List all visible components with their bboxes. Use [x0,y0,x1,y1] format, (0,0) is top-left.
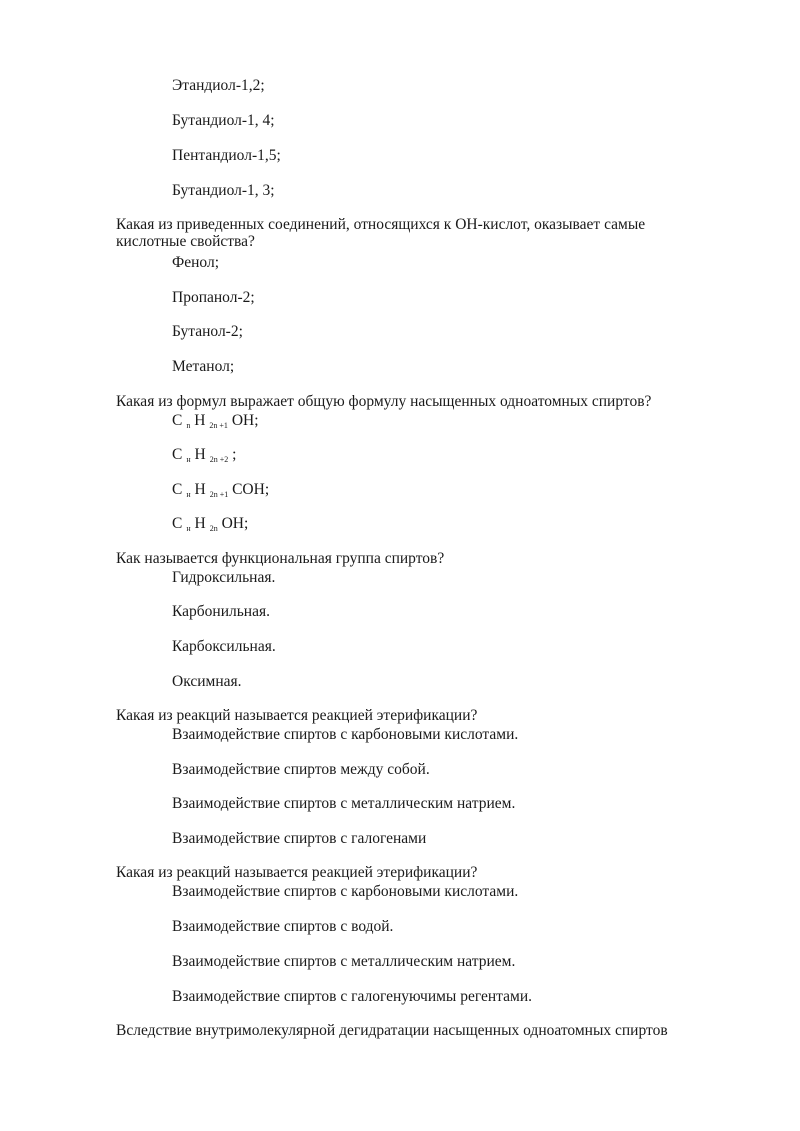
answer-option: Взаимодействие спиртов с металлическим натрием. [172,953,516,970]
formula-subscript: n [186,421,191,430]
formula-subscript: н [186,524,191,533]
question-text: Какая из приведенных соединений, относящихся к ОН-кислот, оказывает самые кислотные свойства? [116,216,646,250]
formula-option [172,446,236,463]
formula-subscript: н [186,490,191,499]
formula-option [172,412,259,429]
answer-option: Взаимодействие спиртов с галогенами [172,830,427,847]
formula-subscript: 2n +2 [209,455,229,464]
formula-subscript: 2n +1 [209,490,229,499]
formula-option [172,515,248,532]
formula-symbol: C [172,481,183,498]
answer-option: Гидроксильная. [172,569,276,586]
question-text: Какая из реакций называется реакцией этерификации? [116,864,478,881]
answer-option: Карбоксильная. [172,638,276,655]
answer-option: Этандиол-1,2; [172,77,265,94]
formula-symbol: H [194,446,206,463]
formula-symbol: C [172,446,183,463]
answer-option: Метанол; [172,358,235,375]
formula-symbol: H [194,412,206,429]
answer-option: Пропанол-2; [172,289,255,306]
formula-symbol: C [172,412,183,429]
answer-option: Взаимодействие спиртов с водой. [172,918,394,935]
formula-subscript: 2n [209,524,218,533]
question-text: Какая из формул выражает общую формулу насыщенных одноатомных спиртов? [116,393,652,410]
answer-option: Бутанол-2; [172,323,243,340]
formula-tail: ; [232,446,237,463]
answer-option: Взаимодействие спиртов с металлическим натрием. [172,795,516,812]
formula-symbol: H [194,515,206,532]
answer-option: Взаимодействие спиртов с галогенуючимы регентами. [172,988,533,1005]
formula-subscript: 2n +1 [209,421,228,430]
formula-tail: COH; [232,481,270,498]
answer-option: Взаимодействие спиртов между собой. [172,761,430,778]
question-text: Вследствие внутримолекулярной дегидратации насыщенных одноатомных спиртов [116,1022,668,1039]
question-text: Как называется функциональная группа спиртов? [116,550,445,567]
formula-symbol: C [172,515,183,532]
formula-option [172,481,269,498]
formula-tail: OH; [221,515,249,532]
formula-subscript: н [186,455,191,464]
answer-option: Бутандиол-1, 4; [172,112,275,129]
answer-option: Карбонильная. [172,603,270,620]
formula-symbol: H [194,481,206,498]
answer-option: Фенол; [172,254,220,271]
answer-option: Взаимодействие спиртов с карбоновыми кислотами. [172,883,519,900]
answer-option: Бутандиол-1, 3; [172,182,275,199]
answer-option: Пентандиол-1,5; [172,147,281,164]
answer-option: Оксимная. [172,673,242,690]
answer-option: Взаимодействие спиртов с карбоновыми кислотами. [172,726,519,743]
formula-tail: OH; [231,412,259,429]
question-text: Какая из реакций называется реакцией этерификации? [116,707,478,724]
